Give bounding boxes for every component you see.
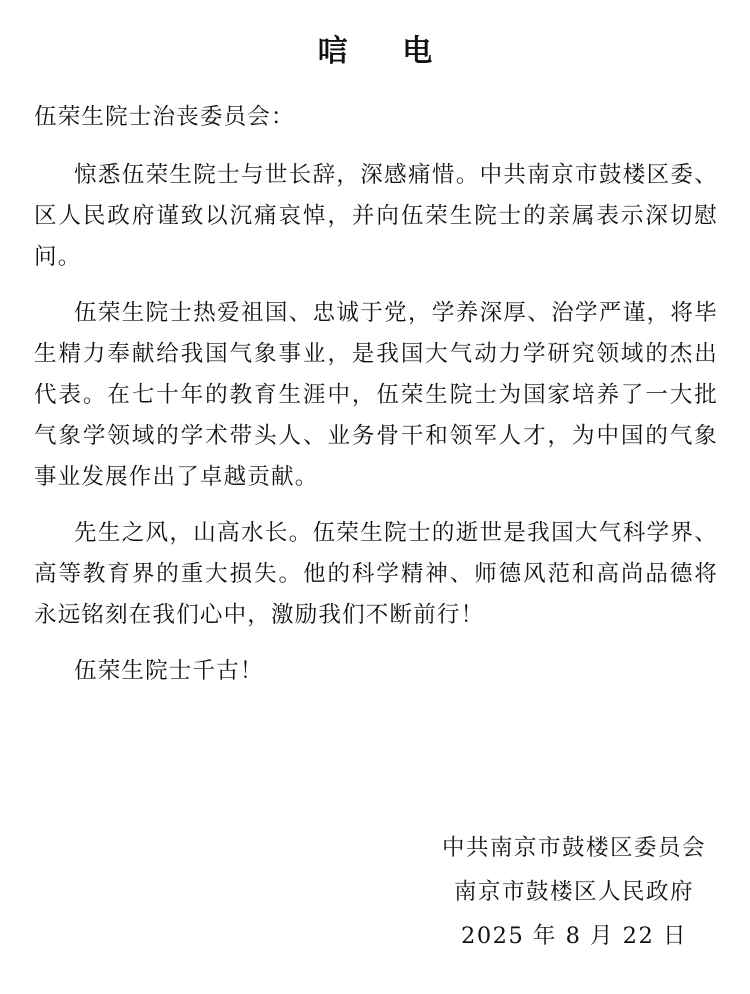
signature-government: 南京市鼓楼区人民政府 xyxy=(453,879,694,905)
signature-block xyxy=(442,826,706,958)
paragraph-condolence: 惊悉伍荣生院士与世长辞，深感痛惜。中共南京市鼓楼区委、区人民政府谨致以沉痛哀悼，并向伍荣生院士的亲属表示深切慰问。 xyxy=(34,162,718,270)
paragraph-legacy: 先生之风，山高水长。伍荣生院士的逝世是我国大气科学界、高等教育界的重大损失。他的科学精神、师德风范和高尚品德将永远铭刻在我们心中，激励我们不断前行！ xyxy=(34,520,718,628)
paragraph-tribute: 伍荣生院士热爱祖国、忠诚于党，学养深厚、治学严谨，将毕生精力奉献给我国气象事业，是我国大气动力学研究领域的杰出代表。在七十年的教育生涯中，伍荣生院士为国家培养了一大批气象学领域的学术带头人、业务骨干和领军人才，为中国的气象事业发展作出了卓越贡献。 xyxy=(34,300,718,490)
paragraph-closing: 伍荣生院士千古！ xyxy=(74,658,264,684)
letter-body xyxy=(34,155,718,707)
signature-party-committee: 中共南京市鼓楼区委员会 xyxy=(441,835,706,861)
signature-date: 2025 年 8 月 22 日 xyxy=(461,923,687,949)
salutation: 伍荣生院士治丧委员会： xyxy=(34,104,295,130)
document-title: 唁 电 xyxy=(317,34,455,69)
